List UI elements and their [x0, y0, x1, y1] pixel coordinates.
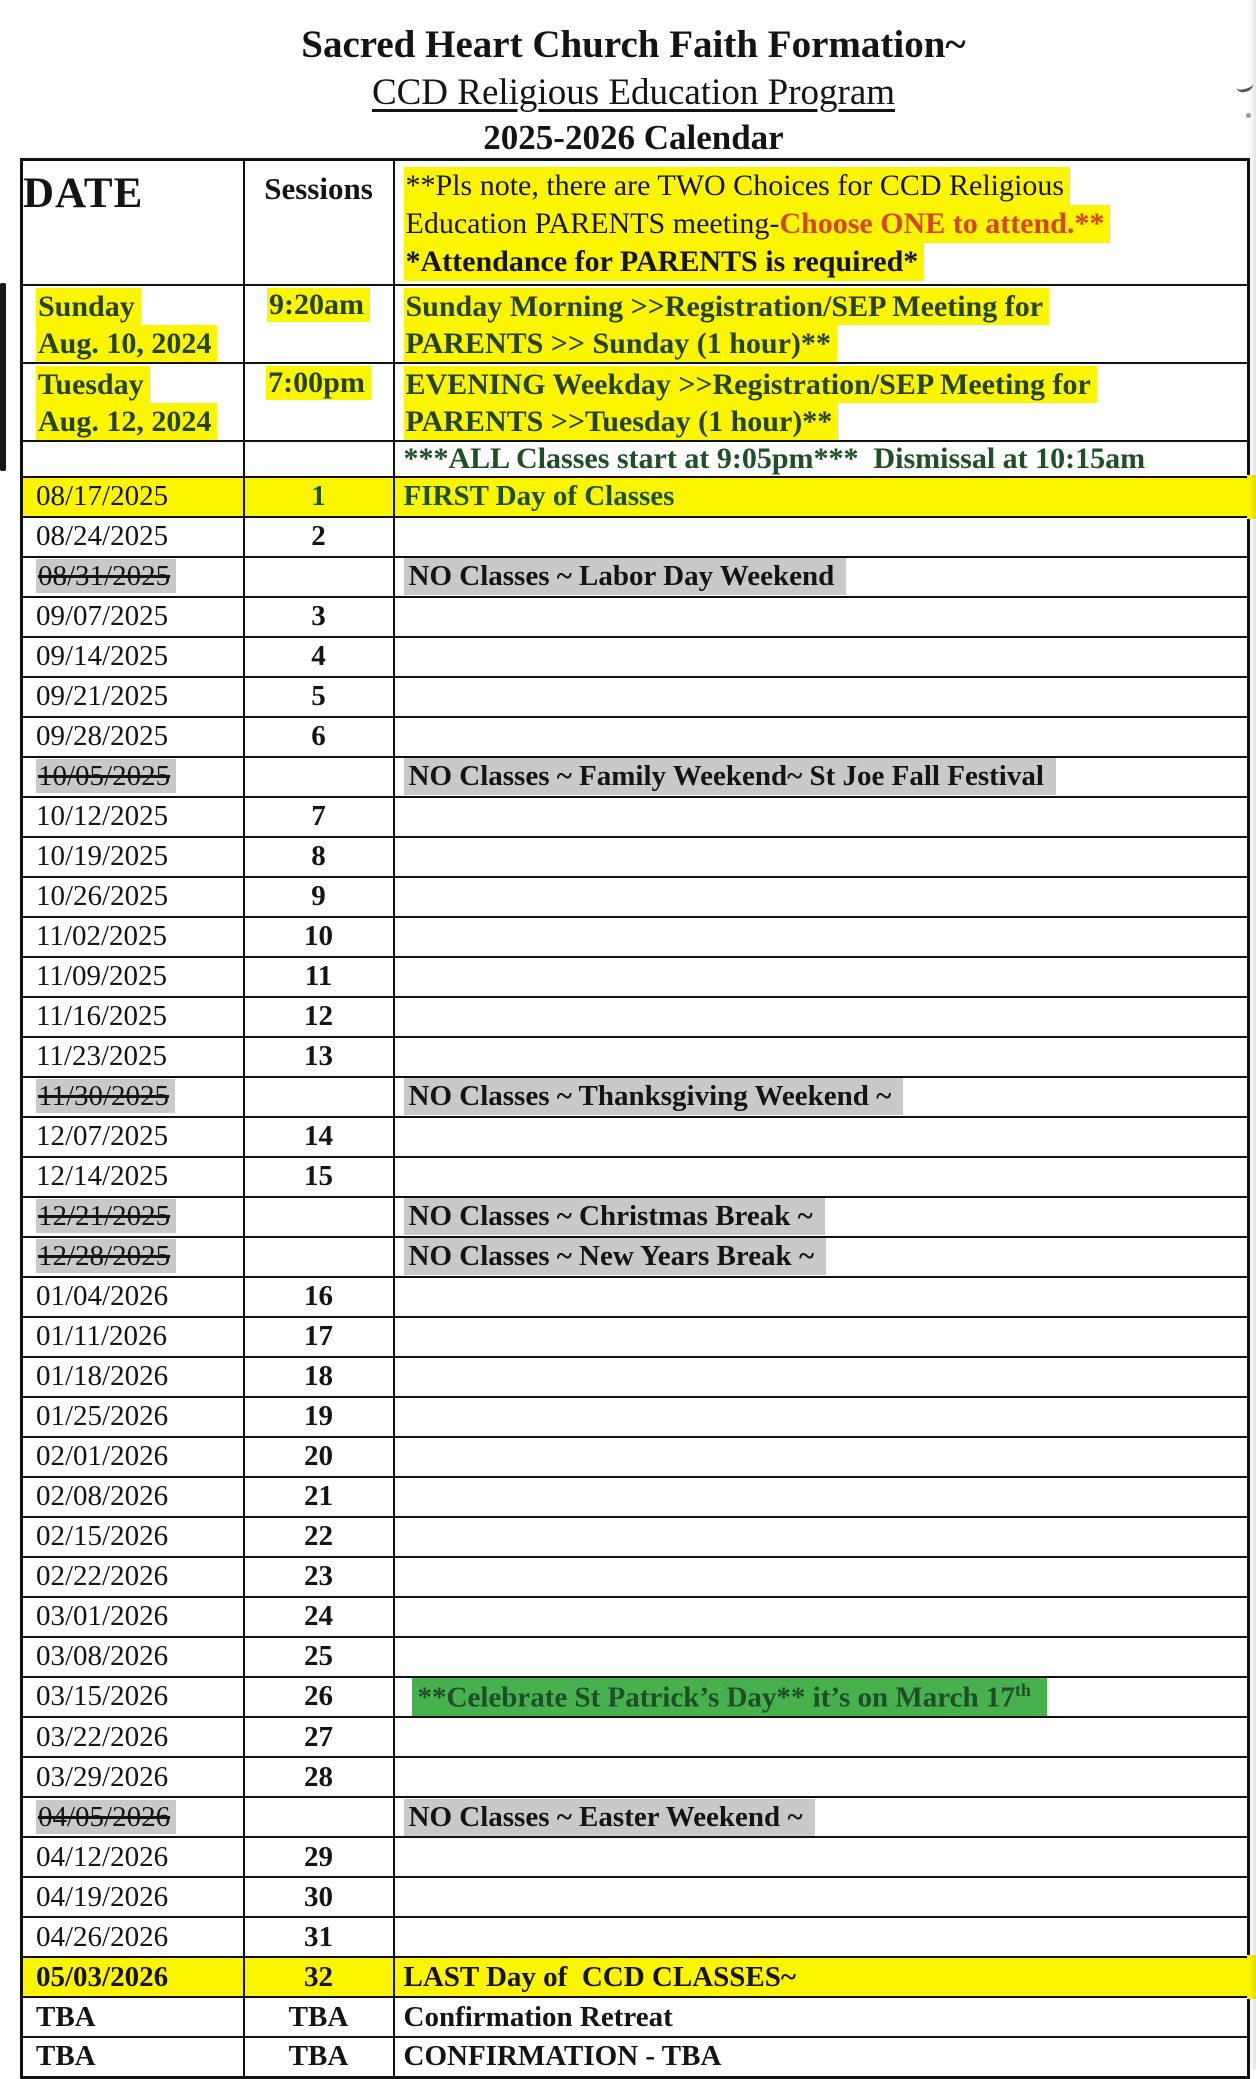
- note-text: FIRST Day of Classes: [403, 480, 675, 512]
- date-text: 12/14/2025: [36, 1160, 169, 1192]
- date-text: 01/04/2026: [36, 1280, 169, 1312]
- session-cell: [244, 1797, 394, 1837]
- session-cell: [244, 1197, 394, 1237]
- session-cell: [244, 1357, 394, 1397]
- session-number: 9: [311, 880, 326, 912]
- session-cell: [244, 757, 394, 797]
- header-row: [22, 160, 1249, 285]
- session-cell: [244, 1757, 394, 1797]
- date-cell: [22, 477, 244, 517]
- session-number: TBA: [288, 2000, 349, 2033]
- table-row: [22, 1397, 1249, 1437]
- date-text: 10/05/2025: [36, 759, 176, 793]
- note-cell: [394, 1997, 1249, 2037]
- note-cell: [394, 797, 1249, 837]
- session-cell: [244, 1597, 394, 1637]
- date-text: 11/02/2025: [36, 920, 168, 952]
- note-text: NO Classes ~ Easter Weekend ~: [404, 1799, 815, 1836]
- date-text: 12/07/2025: [36, 1120, 169, 1152]
- session-cell: [244, 717, 394, 757]
- date-text: 03/01/2026: [36, 1600, 169, 1632]
- note-cell: [394, 477, 1249, 517]
- note-cell: [394, 1037, 1249, 1077]
- session-cell: [244, 1437, 394, 1477]
- date-cell: [22, 285, 244, 363]
- session-cell: [244, 597, 394, 637]
- session-number: 24: [304, 1600, 333, 1632]
- table-row: [22, 1197, 1249, 1237]
- note-text: CONFIRMATION - TBA: [403, 2040, 722, 2073]
- note-cell: [394, 1557, 1249, 1597]
- class-times-row: [22, 441, 1249, 477]
- date-text: 02/08/2026: [36, 1480, 169, 1512]
- date-cell: [22, 1317, 244, 1357]
- table-row: [22, 1597, 1249, 1637]
- note-text: Confirmation Retreat: [403, 2000, 673, 2033]
- note-cell: [394, 1437, 1249, 1477]
- note-cell: [394, 1157, 1249, 1197]
- note-cell: [394, 637, 1249, 677]
- date-cell: [22, 717, 244, 757]
- note-cell: [394, 1637, 1249, 1677]
- table-row: [22, 637, 1249, 677]
- document-header: [20, 22, 1247, 159]
- table-row: [22, 1357, 1249, 1397]
- session-cell: [244, 1237, 394, 1277]
- meeting-time: 7:00pm: [266, 366, 371, 400]
- session-number: 20: [304, 1440, 333, 1472]
- date-cell: [22, 837, 244, 877]
- date-text: 09/07/2025: [36, 600, 169, 632]
- note-cell: [394, 1317, 1249, 1357]
- date-cell: [22, 957, 244, 997]
- session-cell: [244, 917, 394, 957]
- date-cell: [22, 1117, 244, 1157]
- date-cell: [22, 997, 244, 1037]
- table-row: [22, 1637, 1249, 1677]
- session-number: 22: [304, 1520, 333, 1552]
- date-text: 08/31/2025: [36, 559, 176, 593]
- date-text: 04/19/2026: [36, 1880, 169, 1913]
- date-text: 10/19/2025: [36, 840, 169, 872]
- session-number: 5: [311, 680, 326, 712]
- table-row: [22, 1877, 1249, 1917]
- table-row: [22, 797, 1249, 837]
- session-cell: [244, 1877, 394, 1917]
- session-number: 4: [311, 640, 326, 672]
- session-number: 19: [304, 1400, 333, 1432]
- session-cell: [244, 477, 394, 517]
- superscript: th: [1014, 1679, 1031, 1700]
- session-cell: [244, 1957, 394, 1997]
- session-number: 7: [311, 800, 326, 832]
- table-row: [22, 1837, 1249, 1877]
- session-cell: [244, 1477, 394, 1517]
- date-cell: [22, 1757, 244, 1797]
- date-text: 04/05/2026: [36, 1800, 176, 1834]
- note-cell: [394, 2037, 1249, 2077]
- table-row: [22, 837, 1249, 877]
- note-cell: [394, 1797, 1249, 1837]
- session-number: 21: [304, 1480, 333, 1512]
- table-row: [22, 1277, 1249, 1317]
- table-row: [22, 477, 1249, 517]
- date-text: 11/30/2025: [36, 1079, 175, 1113]
- date-text: 08/24/2025: [36, 520, 169, 552]
- date-cell: [22, 1917, 244, 1957]
- note-cell: [394, 1517, 1249, 1557]
- note-cell: [394, 363, 1249, 441]
- date-cell: [22, 1957, 244, 1997]
- date-text: 01/25/2026: [36, 1400, 169, 1432]
- note-cell: [394, 597, 1249, 637]
- date-cell: [22, 797, 244, 837]
- note-cell: [394, 997, 1249, 1037]
- date-text: 03/08/2026: [36, 1640, 169, 1672]
- session-number: 14: [304, 1120, 333, 1152]
- page-title: Sacred Heart Church Faith Formation~: [301, 23, 966, 66]
- date-cell: [22, 517, 244, 557]
- table-row: [22, 757, 1249, 797]
- date-cell: [22, 1997, 244, 2037]
- note-cell: [394, 1677, 1249, 1718]
- note-cell: [394, 1077, 1249, 1117]
- table-row: [22, 1317, 1249, 1357]
- date-cell: [22, 2037, 244, 2077]
- date-cell: [22, 1837, 244, 1877]
- table-row: [22, 557, 1249, 597]
- date-cell: [22, 1397, 244, 1437]
- note-cell: [394, 1397, 1249, 1437]
- meeting-date: Aug. 10, 2024: [36, 325, 217, 362]
- session-cell: [244, 1717, 394, 1757]
- session-cell: [244, 677, 394, 717]
- date-column-header: DATE: [22, 160, 244, 285]
- table-row: [22, 1917, 1249, 1957]
- session-cell: [244, 997, 394, 1037]
- date-text: 04/26/2026: [36, 1920, 169, 1953]
- date-cell: [22, 363, 244, 441]
- session-number: 1: [311, 480, 326, 512]
- session-cell: [244, 1677, 394, 1718]
- parents-meeting-note: [394, 160, 1249, 285]
- date-text: 02/01/2026: [36, 1440, 169, 1472]
- scan-edge-shadow: [1249, 0, 1256, 2069]
- session-cell: [244, 2037, 394, 2077]
- date-text: 11/09/2025: [36, 960, 168, 992]
- session-cell: [244, 285, 394, 363]
- date-text: 09/21/2025: [36, 680, 169, 712]
- date-cell: [22, 677, 244, 717]
- session-cell: [244, 363, 394, 441]
- session-number: 18: [304, 1360, 333, 1392]
- date-text: TBA: [36, 2040, 96, 2073]
- date-text: 12/28/2025: [36, 1239, 176, 1273]
- calendar-head-rows: [22, 160, 1249, 477]
- date-cell: [22, 1437, 244, 1477]
- note-cell: [394, 757, 1249, 797]
- note-cell: [394, 1277, 1249, 1317]
- session-number: 12: [304, 1000, 333, 1032]
- meeting-day: Tuesday: [36, 366, 150, 403]
- date-cell: [22, 1197, 244, 1237]
- session-number: 23: [304, 1560, 333, 1592]
- session-cell: [244, 517, 394, 557]
- date-text: 11/23/2025: [36, 1040, 168, 1072]
- meeting-description-line2: PARENTS >> Sunday (1 hour)**: [404, 325, 837, 362]
- note-text: NO Classes ~ Thanksgiving Weekend ~: [404, 1078, 904, 1115]
- date-cell: [22, 1237, 244, 1277]
- session-number: 16: [304, 1280, 333, 1312]
- date-cell: [22, 1637, 244, 1677]
- note-cell: [394, 285, 1249, 363]
- note-cell: [394, 1237, 1249, 1277]
- calendar-table: [20, 158, 1250, 2079]
- table-row: [22, 1077, 1249, 1117]
- date-cell: [22, 1677, 244, 1718]
- note-cell: [394, 1117, 1249, 1157]
- date-text: 10/26/2025: [36, 880, 169, 912]
- note-text: NO Classes ~ Family Weekend~ St Joe Fall Festival: [404, 758, 1056, 795]
- date-text: 01/11/2026: [36, 1320, 168, 1352]
- note-cell: [394, 1357, 1249, 1397]
- session-cell: [244, 1517, 394, 1557]
- session-cell: [244, 1837, 394, 1877]
- table-row: [22, 1437, 1249, 1477]
- note-text: NO Classes ~ New Years Break ~: [404, 1238, 827, 1275]
- date-text: 10/12/2025: [36, 800, 169, 832]
- date-cell: [22, 757, 244, 797]
- table-row: [22, 917, 1249, 957]
- date-cell: [22, 1357, 244, 1397]
- session-cell: [244, 1117, 394, 1157]
- table-row: [22, 1237, 1249, 1277]
- page-subtitle: CCD Religious Education Program: [371, 72, 896, 113]
- choose-one-warning: Choose ONE to attend.**: [779, 207, 1105, 240]
- session-number: 26: [304, 1680, 333, 1713]
- note-cell: [394, 1757, 1249, 1797]
- table-row: [22, 1557, 1249, 1597]
- note-text: **Celebrate St Patrick’s Day** it’s on March 17th: [412, 1678, 1047, 1717]
- session-number: 30: [304, 1880, 333, 1913]
- table-row: [22, 1757, 1249, 1797]
- calendar-body: [22, 477, 1249, 2078]
- meeting-description-line2: PARENTS >>Tuesday (1 hour)**: [404, 403, 839, 440]
- date-cell: [22, 1717, 244, 1757]
- session-number: 15: [304, 1160, 333, 1192]
- session-number: 13: [304, 1040, 333, 1072]
- table-row: [22, 1517, 1249, 1557]
- note-cell: [394, 1917, 1249, 1957]
- session-number: 29: [304, 1840, 333, 1873]
- note-cell: [394, 517, 1249, 557]
- session-number: 10: [304, 920, 333, 952]
- date-cell: [22, 1077, 244, 1117]
- note-text: NO Classes ~ Christmas Break ~: [404, 1198, 825, 1235]
- date-cell: [22, 1597, 244, 1637]
- table-row: [22, 1157, 1249, 1197]
- session-cell: [244, 877, 394, 917]
- session-number: TBA: [288, 2040, 349, 2073]
- session-cell: [244, 1637, 394, 1677]
- date-cell: [22, 1517, 244, 1557]
- scan-artifact: [1246, 113, 1251, 118]
- meeting-date: Aug. 12, 2024: [36, 403, 217, 440]
- session-cell: [244, 441, 394, 477]
- note-cell: [394, 1877, 1249, 1917]
- date-text: 05/03/2026: [36, 1960, 169, 1993]
- note-cell: [394, 957, 1249, 997]
- table-row: [22, 997, 1249, 1037]
- date-cell: [22, 1797, 244, 1837]
- date-text: 03/29/2026: [36, 1760, 169, 1793]
- sessions-column-header: Sessions: [244, 160, 394, 285]
- table-row: [22, 597, 1249, 637]
- note-cell: [394, 1597, 1249, 1637]
- meeting-day: Sunday: [36, 288, 141, 325]
- table-row: [22, 957, 1249, 997]
- date-text: 11/16/2025: [36, 1000, 168, 1032]
- table-row: [22, 1717, 1249, 1757]
- date-text: 04/12/2026: [36, 1840, 169, 1873]
- table-row: [22, 2037, 1249, 2077]
- date-text: 03/15/2026: [36, 1680, 169, 1713]
- date-cell: [22, 1557, 244, 1597]
- session-number: 31: [304, 1920, 333, 1953]
- table-row: [22, 1957, 1249, 1997]
- session-number: 3: [311, 600, 326, 632]
- date-cell: [22, 1477, 244, 1517]
- session-number: 17: [304, 1320, 333, 1352]
- session-cell: [244, 837, 394, 877]
- date-cell: [22, 1037, 244, 1077]
- session-number: 6: [311, 720, 326, 752]
- table-row: [22, 717, 1249, 757]
- date-cell: [22, 597, 244, 637]
- session-cell: [244, 557, 394, 597]
- session-cell: [244, 797, 394, 837]
- note-cell: [394, 1717, 1249, 1757]
- calendar-year-title: 2025-2026 Calendar: [483, 118, 784, 157]
- date-text: TBA: [36, 2000, 96, 2033]
- meeting-description-line1: EVENING Weekday >>Registration/SEP Meeting for: [404, 366, 1097, 403]
- date-cell: [22, 1277, 244, 1317]
- note-cell: [394, 1197, 1249, 1237]
- date-cell: [22, 917, 244, 957]
- date-cell: [22, 1877, 244, 1917]
- table-row: [22, 1477, 1249, 1517]
- note-cell: [394, 1477, 1249, 1517]
- date-cell: [22, 557, 244, 597]
- table-row: [22, 1677, 1249, 1718]
- session-cell: [244, 1917, 394, 1957]
- attendance-required-note: *Attendance for PARENTS is required*: [404, 243, 925, 281]
- session-cell: [244, 1397, 394, 1437]
- table-row: [22, 677, 1249, 717]
- date-text: 08/17/2025: [36, 480, 169, 512]
- note-cell: [394, 441, 1249, 477]
- date-text: 02/15/2026: [36, 1520, 169, 1552]
- date-cell: [22, 1157, 244, 1197]
- note-cell: [394, 677, 1249, 717]
- note-line-2: Education PARENTS meeting-: [405, 207, 780, 240]
- note-text: LAST Day of CCD CLASSES~: [403, 1960, 796, 1993]
- scan-artifact: [0, 283, 6, 471]
- session-number: 27: [304, 1720, 333, 1753]
- date-cell: [22, 877, 244, 917]
- table-row: [22, 1117, 1249, 1157]
- date-text: 12/21/2025: [36, 1199, 176, 1233]
- tuesday-meeting-row: [22, 363, 1249, 441]
- session-cell: [244, 1997, 394, 2037]
- note-text: NO Classes ~ Labor Day Weekend: [404, 558, 847, 595]
- meeting-description-line1: Sunday Morning >>Registration/SEP Meeting for: [404, 288, 1050, 325]
- date-text: 01/18/2026: [36, 1360, 169, 1392]
- session-number: 8: [311, 840, 326, 872]
- table-row: [22, 1797, 1249, 1837]
- note-cell: [394, 1957, 1249, 1997]
- date-text: 03/22/2026: [36, 1720, 169, 1753]
- session-cell: [244, 637, 394, 677]
- session-cell: [244, 1077, 394, 1117]
- table-row: [22, 1997, 1249, 2037]
- note-cell: [394, 837, 1249, 877]
- session-cell: [244, 957, 394, 997]
- table-row: [22, 517, 1249, 557]
- session-cell: [244, 1317, 394, 1357]
- meeting-time: 9:20am: [267, 288, 370, 322]
- table-row: [22, 1037, 1249, 1077]
- sunday-meeting-row: [22, 285, 1249, 363]
- note-line-1: **Pls note, there are TWO Choices for CCD Religious: [404, 167, 1071, 205]
- note-cell: [394, 557, 1249, 597]
- table-row: [22, 877, 1249, 917]
- session-number: 25: [304, 1640, 333, 1672]
- session-cell: [244, 1277, 394, 1317]
- note-cell: [394, 877, 1249, 917]
- session-cell: [244, 1557, 394, 1597]
- date-text: 09/28/2025: [36, 720, 169, 752]
- note-cell: [394, 1837, 1249, 1877]
- note-cell: [394, 717, 1249, 757]
- class-times-note: ***ALL Classes start at 9:05pm*** Dismissal at 10:15am: [403, 441, 1146, 475]
- note-cell: [394, 917, 1249, 957]
- session-number: 2: [311, 520, 326, 552]
- session-cell: [244, 1037, 394, 1077]
- session-number: 28: [304, 1760, 333, 1793]
- date-text: 02/22/2026: [36, 1560, 169, 1592]
- date-cell: [22, 441, 244, 477]
- date-cell: [22, 637, 244, 677]
- date-text: 09/14/2025: [36, 640, 169, 672]
- session-number: 11: [304, 960, 333, 992]
- session-number: 32: [304, 1960, 333, 1993]
- session-cell: [244, 1157, 394, 1197]
